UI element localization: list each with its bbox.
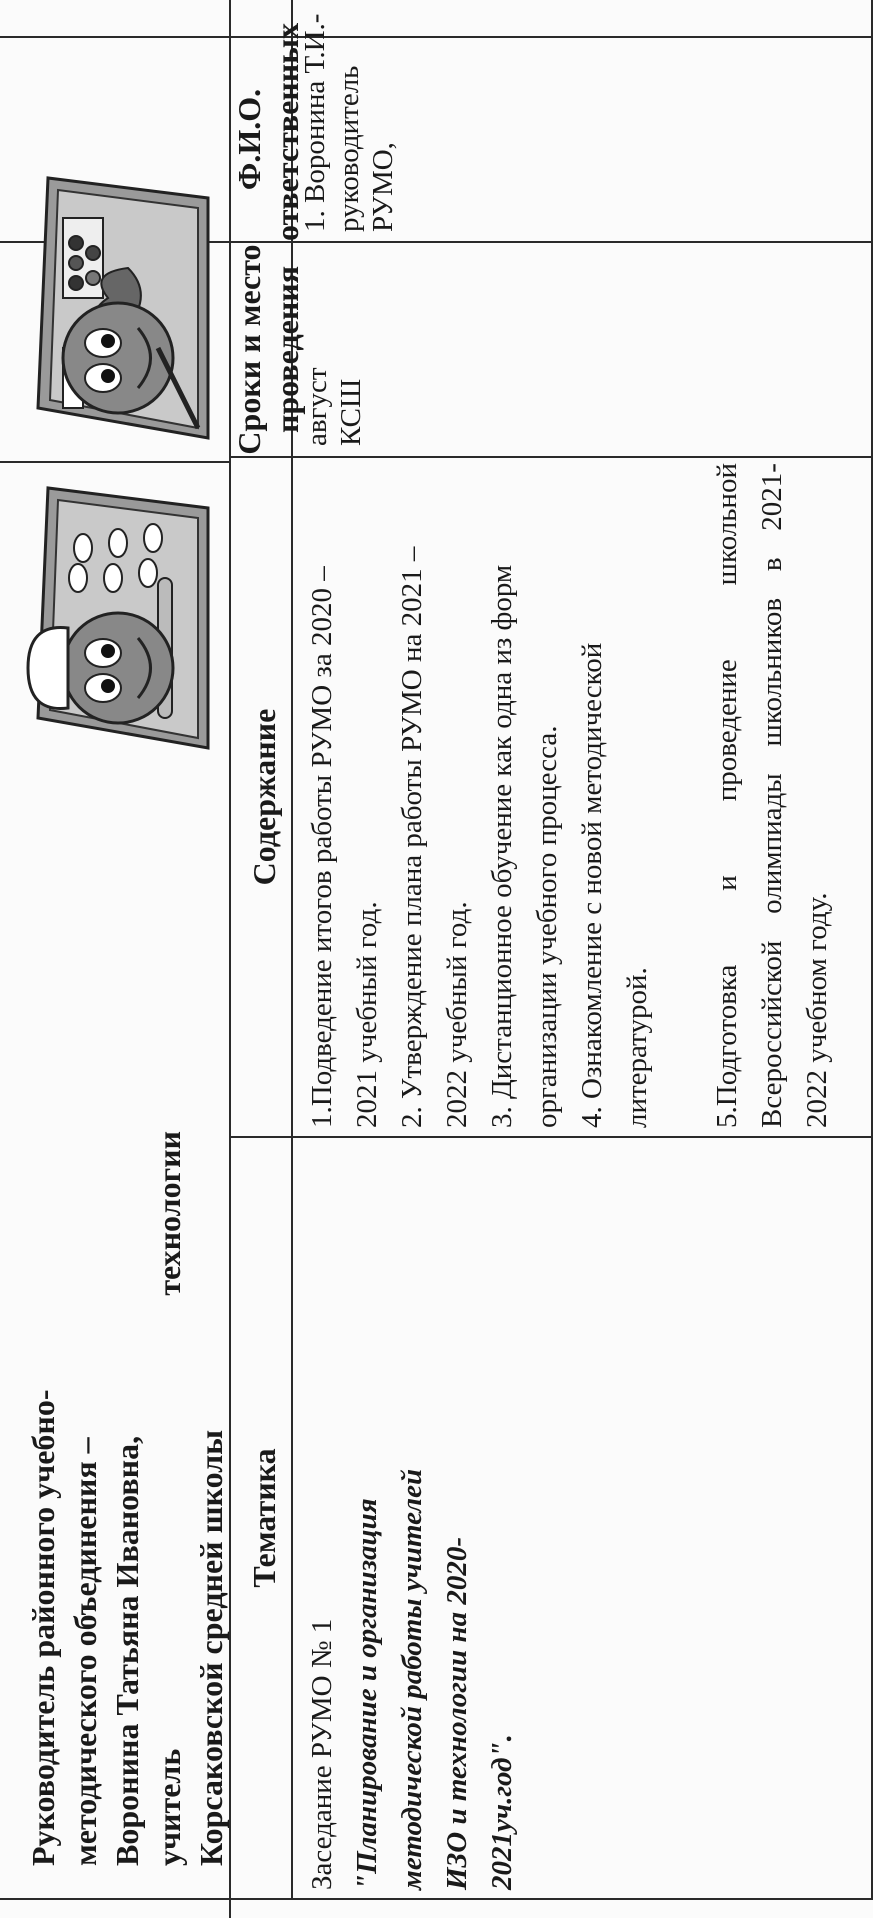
responsible-line-3: РУМО, xyxy=(367,142,399,232)
content-item5-line-3: 2022 учебном году. xyxy=(801,892,833,1128)
content-line-5: 3. Дистанционное обучение как одна из форм xyxy=(486,564,518,1128)
responsible-line-2: руководитель xyxy=(333,65,365,232)
content-line-7: 4. Ознакомление с новой методической xyxy=(576,642,608,1128)
item5-word: проведение xyxy=(711,659,743,802)
item5-word: 5.Подготовка xyxy=(711,964,743,1128)
dates-line-1: август xyxy=(301,367,333,446)
content-line-1: 1.Подведение итогов работы РУМО за 2020 – xyxy=(306,566,338,1128)
item5-word: школьной xyxy=(711,463,743,586)
topic-plain: Заседание РУМО № 1 xyxy=(306,1618,338,1890)
content-item5-line-1 xyxy=(705,463,750,1128)
header-line-3: Воронина Татьяна Ивановна, xyxy=(109,1435,145,1866)
header-line-2: методического объединения – xyxy=(67,1437,103,1866)
table-line xyxy=(229,241,873,243)
table-line xyxy=(0,36,873,38)
content-line-2: 2021 учебный год. xyxy=(351,901,383,1128)
topic-italic-2: методической работы учителей xyxy=(396,1468,428,1890)
column-responsible-header: Ф.И.О. ответственных xyxy=(231,22,305,241)
chef-smiley-icon xyxy=(8,478,223,778)
content-line-4: 2022 учебный год. xyxy=(441,901,473,1128)
column-topic-header: Тематика xyxy=(246,1448,282,1588)
content-line-8: литературой. xyxy=(621,967,653,1128)
content-line-3: 2. Утверждение плана работы РУМО на 2021 – xyxy=(396,546,428,1128)
item5-word: 2021- xyxy=(756,463,788,531)
table-line xyxy=(229,456,873,458)
column-dates-header: Сроки и место проведения xyxy=(231,244,305,455)
topic-italic-3: ИЗО и технологии на 2020- xyxy=(441,1536,473,1890)
content-item5-line-2 xyxy=(750,463,795,1128)
item5-word: и xyxy=(711,875,743,891)
dates-line-2: КСШ xyxy=(335,378,367,446)
header-line-1: Руководитель районного учебно- xyxy=(25,1389,61,1866)
table-line xyxy=(0,1898,873,1900)
header-line-5: Корсаковской средней школы xyxy=(193,1429,229,1866)
topic-cell xyxy=(300,1145,525,1890)
topic-italic-1: "Планирование и организация xyxy=(351,1498,383,1890)
item5-word: школьников xyxy=(756,597,788,747)
column-content-header: Содержание xyxy=(246,708,282,886)
header-line-4: учитель технологии xyxy=(151,1131,187,1866)
item5-word: в xyxy=(756,557,788,572)
content-line-6: организации учебного процесса. xyxy=(531,725,563,1128)
responsible-line-1: 1. Воронина Т.И.- xyxy=(299,13,331,232)
item5-word: олимпиады xyxy=(756,773,788,914)
artist-smiley-icon xyxy=(8,168,223,468)
topic-italic-4: 2021уч.год". xyxy=(486,1734,518,1890)
item5-word: Всероссийской xyxy=(756,940,788,1128)
